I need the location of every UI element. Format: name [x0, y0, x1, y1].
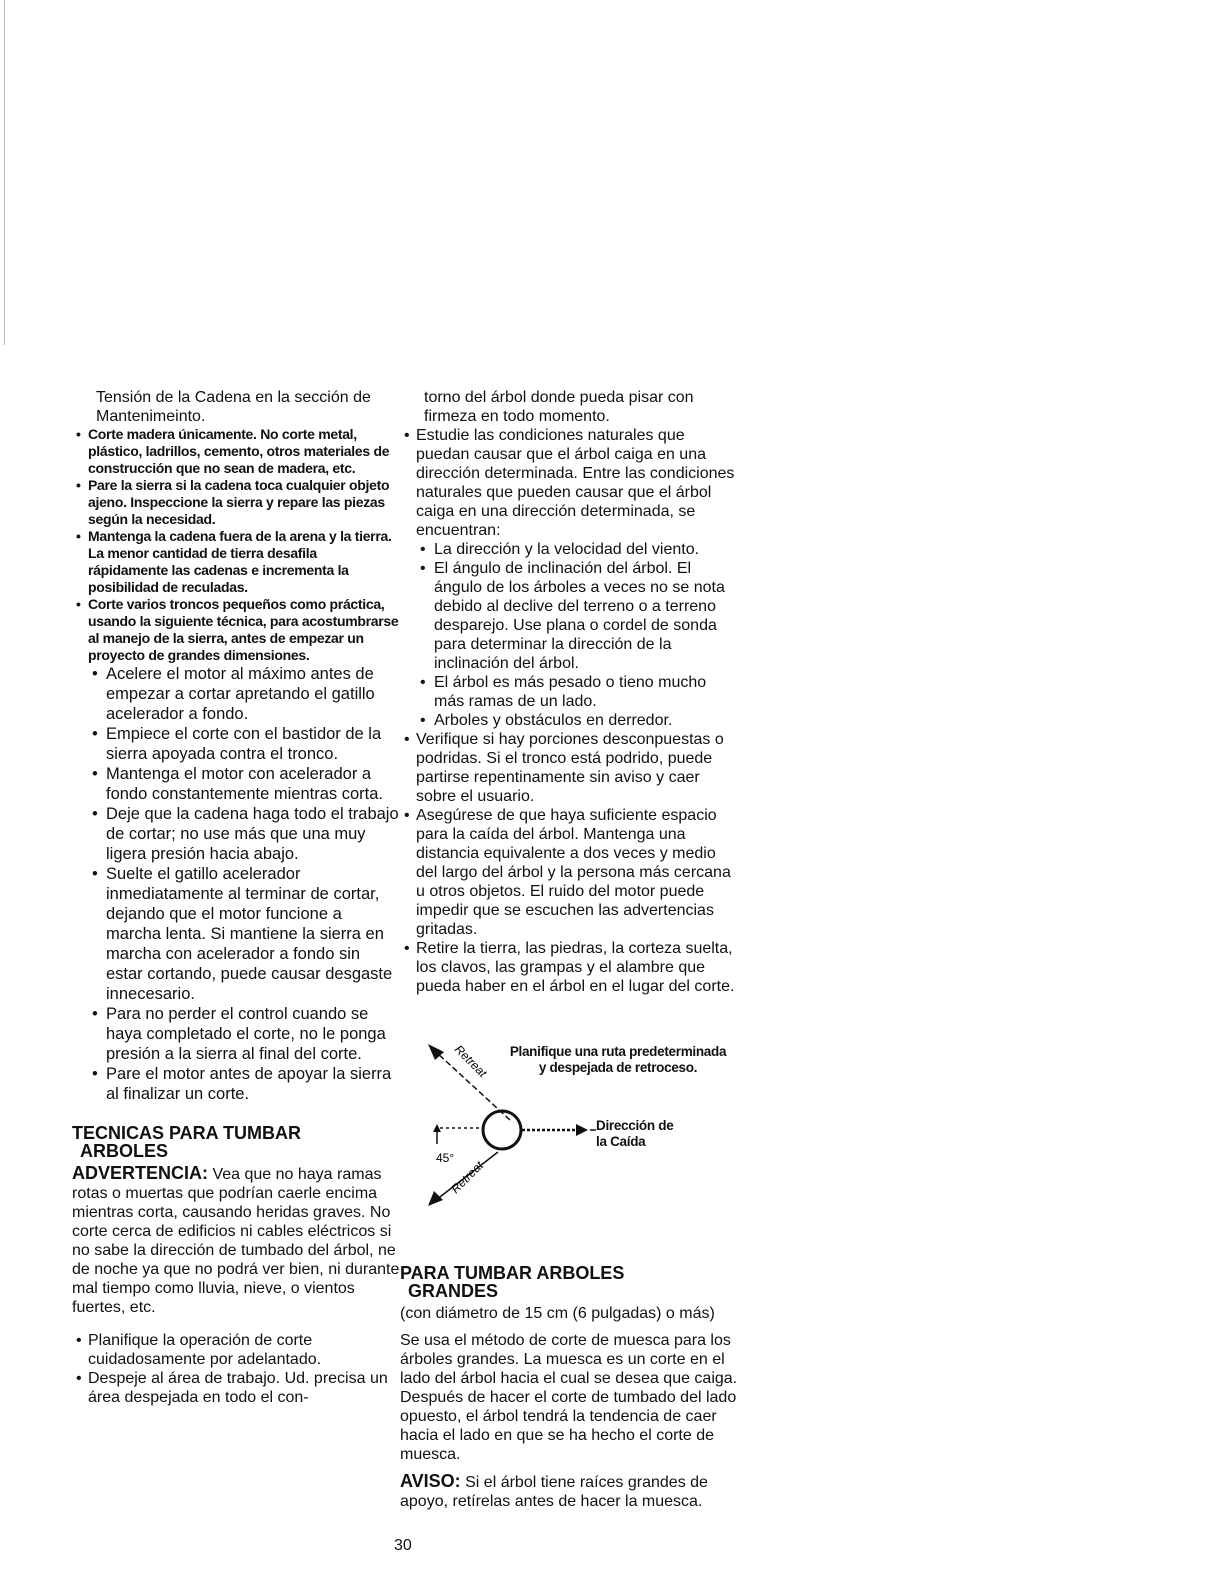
list-item: • Mantenga la cadena fuera de la arena y la tierra. La menor cantidad de tierra desafila rápidamente las cadenas e incrementa la posibilidad de reculadas. — [72, 528, 400, 596]
warning-label: ADVERTENCIA: — [72, 1163, 209, 1183]
sub-list-item: • El árbol es más pesado o tieno mucho más ramas de un lado. — [400, 673, 740, 711]
notice-paragraph — [400, 1472, 740, 1511]
sub-list-item: • Pare el motor antes de apoyar la sierra al finalizar un corte. — [72, 1064, 400, 1104]
heading-line: PARA TUMBAR ARBOLES — [400, 1263, 625, 1283]
page-number: 30 — [394, 1537, 412, 1554]
list-item: • Planifique la operación de corte cuidadosamente por adelantado. — [72, 1331, 400, 1369]
heading-line: TECNICAS PARA TUMBAR — [72, 1123, 301, 1143]
section-heading-felling — [72, 1124, 400, 1160]
list-item: • Verifique si hay porciones desconpuestas o podridas. Si el tronco está podrido, puede partirse repentinamente sin aviso y caer sobre el usuario. — [400, 730, 740, 806]
list-item: • Retire la tierra, las piedras, la corteza suelta, los clavos, las grampas y el alambre que pueda haber en el árbol en el lugar del corte. — [400, 939, 740, 996]
notice-label: AVISO: — [400, 1471, 461, 1491]
fall-direction-label-line: Dirección de — [596, 1118, 674, 1133]
fall-direction-arrowhead — [576, 1124, 588, 1136]
sub-list-item: • Deje que la cadena haga todo el trabajo de cortar; no use más que una muy ligera presión hacia abajo. — [72, 804, 400, 864]
list-item: • Estudie las condiciones naturales que puedan causar que el árbol caiga en una dirección determinada. Entre las condiciones naturales que pueden causar que el árbol caiga en una dirección determinada, se encuentran: — [400, 426, 740, 540]
list-item: • Corte madera únicamente. No corte metal, plástico, ladrillos, cemento, otros materiales de construcción que no sean de madera, etc. — [72, 426, 400, 477]
tree-circle — [483, 1111, 521, 1149]
list-item: • Pare la sierra si la cadena toca cualquier objeto ajeno. Inspeccione la sierra y repare las piezas según la necesidad. — [72, 477, 400, 528]
subheading: (con diámetro de 15 cm (6 pulgadas) o más) — [400, 1305, 715, 1322]
sub-list-item: • Suelte el gatillo acelerador inmediatamente al terminar de cortar, dejando que el motor funcione a marcha lenta. Si mantiene la sierra en marcha con acelerador a fondo sin estar cortando, puede causar desgaste innecesario. — [72, 864, 400, 1004]
sub-list-item: • El ángulo de inclinación del árbol. El ángulo de los árboles a veces no se nota debido al declive del terreno o a terreno desparejo. Use plana o cordel de sonda para determinar la dirección de la inclinación del árbol. — [400, 559, 740, 673]
fall-direction-label-line: la Caída — [596, 1134, 646, 1149]
continuation-text: torno del árbol donde pueda pisar con firmeza en todo momento. — [424, 389, 694, 425]
right-column — [400, 388, 740, 1511]
list-item: • Asegúrese de que haya suficiente espacio para la caída del árbol. Mantenga una distancia equivalente a dos veces y medio del largo del árbol y la persona más cercana u otros objetos. El ruido del motor puede impedir que se escuchen las advertencias gritadas. — [400, 806, 740, 939]
heading-line: GRANDES — [408, 1281, 499, 1301]
intro-text: Tensión de la Cadena en la sección de Mantenimeinto. — [96, 389, 371, 425]
sub-list-item: • Arboles y obstáculos en derredor. — [400, 711, 740, 730]
plan-route-label: Planifique una ruta predeterminada y despejada de retroceso. — [509, 1044, 727, 1075]
list-item: • Corte varios troncos pequeños como práctica, usando la siguiente técnica, para acostumbrarse al manejo de la sierra, antes de empezar un proyecto de grandes dimensiones. — [72, 596, 400, 664]
angle-label: 45° — [436, 1151, 455, 1165]
warning-text: Vea que no haya ramas rotas o muertas que podrían caerle encima mientras corta, causando heridas graves. No corte cerca de edificios ni cables eléctricos si no sabe la dirección de tumbado del árbol, ne de noche ya que no podrá ver bien, ni durante mal tiempo como lluvia, nieve, o vientos fuertes, etc. — [72, 1166, 400, 1316]
sub-list-item: • Mantenga el motor con acelerador a fondo constantemente mientras corta. — [72, 764, 400, 804]
fall-direction-label — [596, 1118, 706, 1150]
section-heading-large-trees — [400, 1264, 740, 1300]
sub-list-item: • Empiece el corte con el bastidor de la sierra apoyada contra el tronco. — [72, 724, 400, 764]
warning-paragraph — [72, 1164, 400, 1317]
heading-line: ARBOLES — [80, 1141, 169, 1161]
sub-list-item: • La dirección y la velocidad del viento. — [400, 540, 740, 559]
felling-diagram — [420, 1040, 740, 1210]
sub-list-item: • Acelere el motor al máximo antes de empezar a cortar apretando el gatillo acelerador a fondo. — [72, 664, 400, 724]
list-item: • Despeje al área de trabajo. Ud. precisa un área despejada en todo el con- — [72, 1369, 400, 1407]
scan-edge-line — [4, 0, 5, 345]
retreat-label-upper: Retreat — [451, 1042, 490, 1080]
sub-list-item: • Para no perder el control cuando se haya completado el corte, no le ponga presión a la sierra al final del corte. — [72, 1004, 400, 1064]
notch-paragraph: Se usa el método de corte de muesca para los árboles grandes. La muesca es un corte en el lado del árbol hacia el cual se desea que caiga. Después de hacer el corte de tumbado del lado opuesto, el árbol tendrá la tendencia de caer hacia el lado en que se ha hecho el corte de muesca. — [400, 1332, 738, 1463]
up-arrowhead — [433, 1124, 441, 1132]
retreat-label-lower: Retreat — [448, 1158, 486, 1197]
notice-text: Si el árbol tiene raíces grandes de apoyo, retírelas antes de hacer la muesca. — [400, 1474, 708, 1510]
retreat-arrowhead-lower — [428, 1191, 443, 1206]
left-column — [72, 388, 400, 1407]
